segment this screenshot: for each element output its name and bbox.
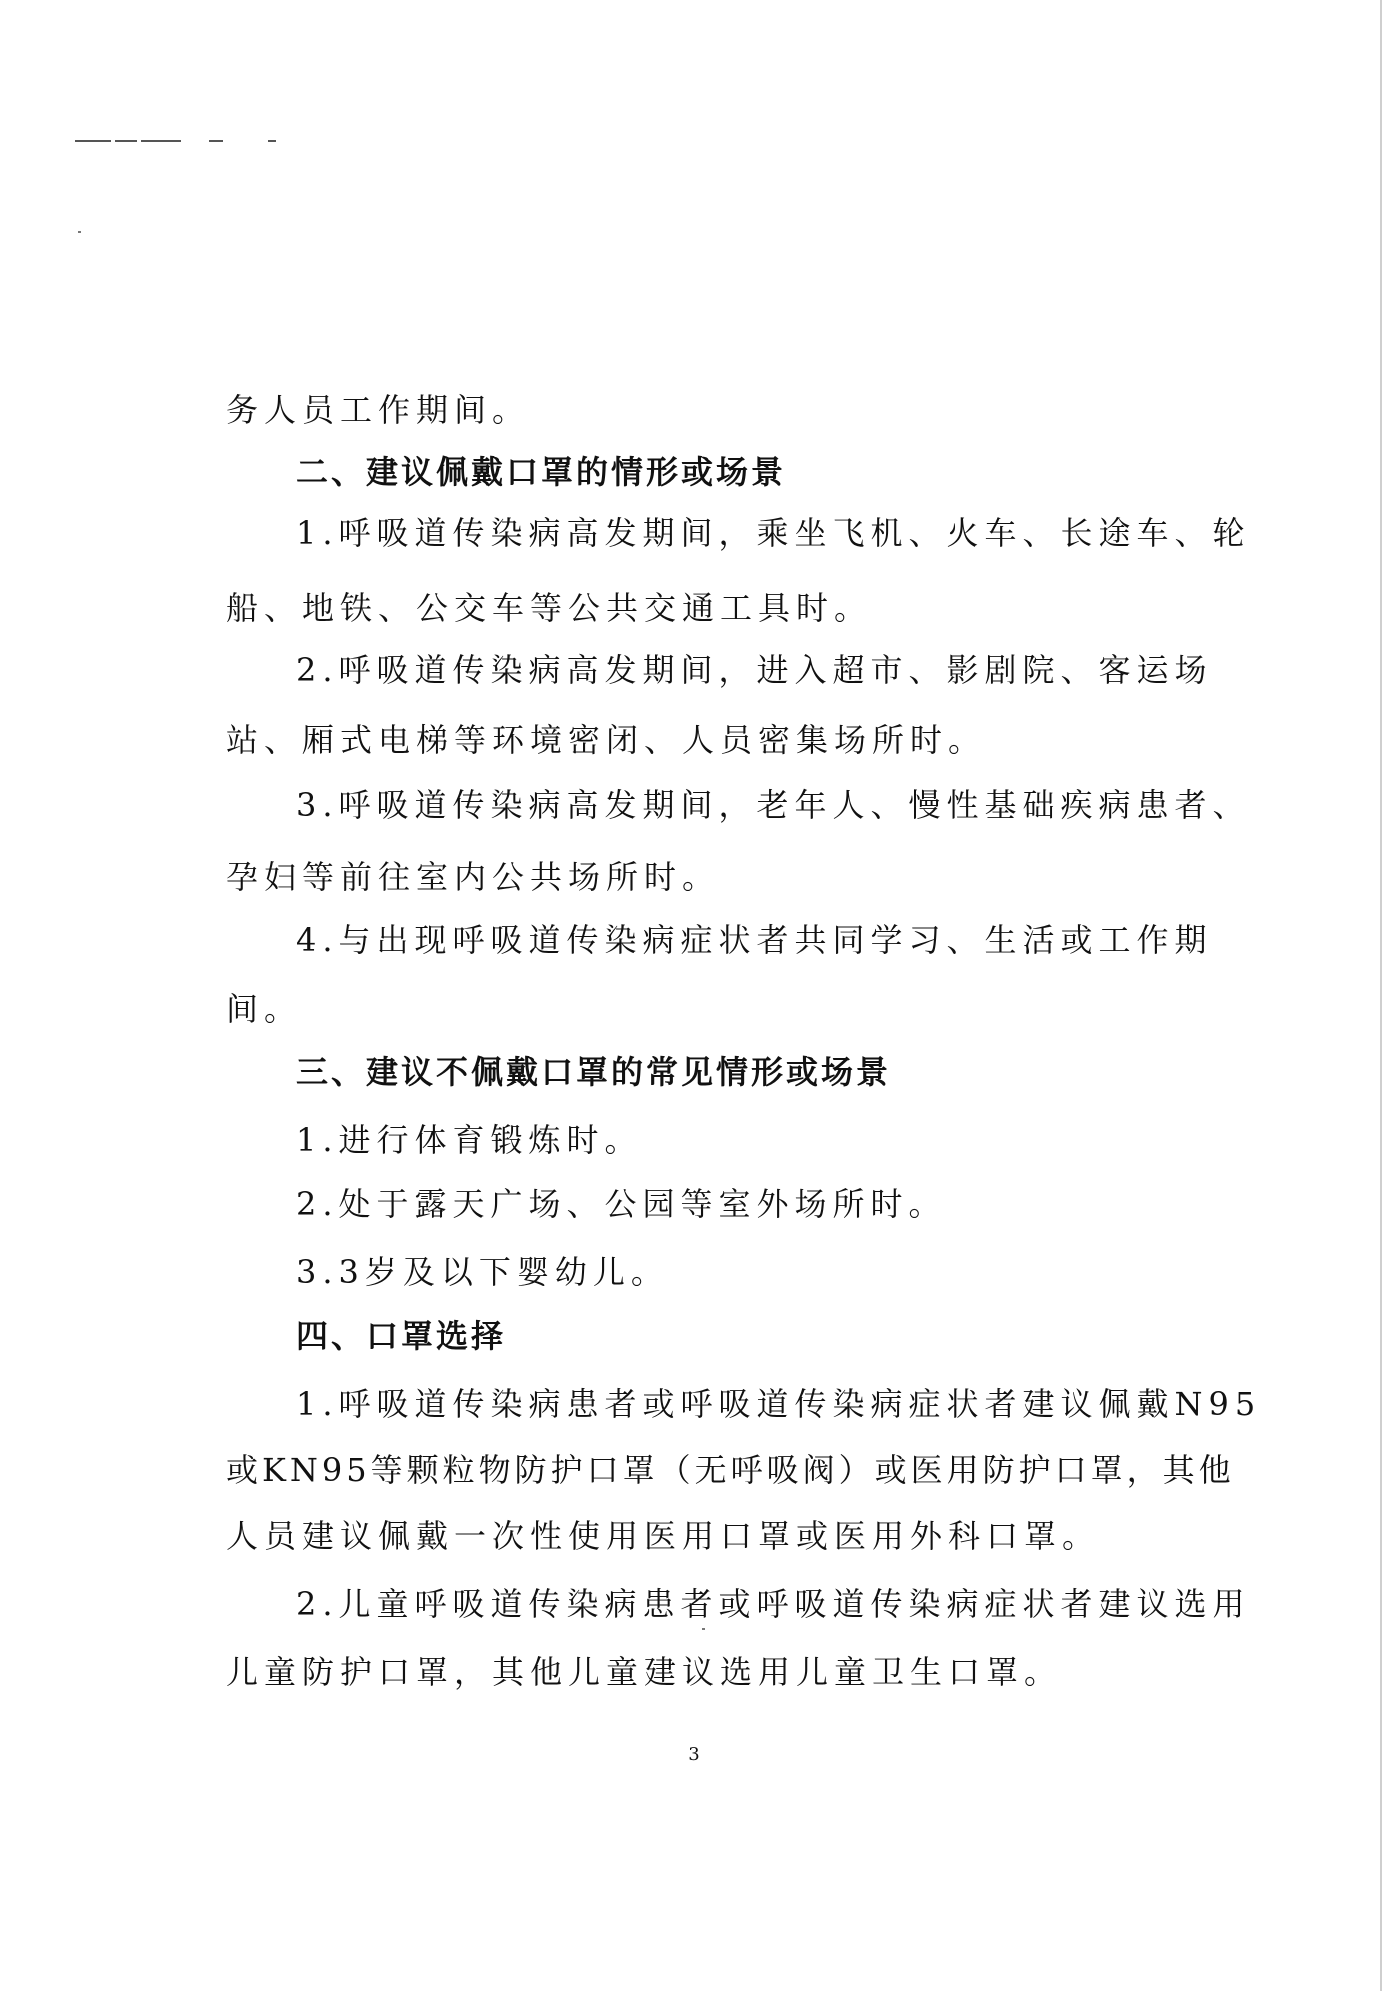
body-line: 4.与出现呼吸道传染病症状者共同学习、生活或工作期 bbox=[296, 921, 1213, 959]
body-line: 站、厢式电梯等环境密闭、人员密集场所时。 bbox=[226, 721, 987, 759]
body-line: 儿童防护口罩，其他儿童建议选用儿童卫生口罩。 bbox=[226, 1653, 1063, 1691]
body-line: 1.呼吸道传染病高发期间，乘坐飞机、火车、长途车、轮 bbox=[296, 514, 1251, 552]
section-heading: 四、口罩选择 bbox=[296, 1317, 507, 1355]
body-line: 3.呼吸道传染病高发期间，老年人、慢性基础疾病患者、 bbox=[296, 786, 1251, 824]
body-line: 人员建议佩戴一次性使用医用口罩或医用外科口罩。 bbox=[226, 1517, 1101, 1555]
body-line: 1.进行体育锻炼时。 bbox=[296, 1121, 643, 1159]
body-line: 务人员工作期间。 bbox=[226, 391, 531, 429]
body-line: 2.儿童呼吸道传染病患者或呼吸道传染病症状者建议选用 bbox=[296, 1585, 1251, 1623]
scan-edge bbox=[1380, 0, 1382, 1991]
body-line: 船、地铁、公交车等公共交通工具时。 bbox=[226, 589, 873, 627]
body-line: 1.呼吸道传染病患者或呼吸道传染病症状者建议佩戴N95 bbox=[296, 1385, 1262, 1423]
scan-dot bbox=[702, 1628, 705, 1630]
body-line: 2.呼吸道传染病高发期间，进入超市、影剧院、客运场 bbox=[296, 651, 1213, 689]
body-line: 孕妇等前往室内公共场所时。 bbox=[226, 858, 721, 896]
body-line: 3.3岁及以下婴幼儿。 bbox=[296, 1253, 669, 1291]
scan-dot bbox=[78, 231, 81, 233]
section-heading: 三、建议不佩戴口罩的常见情形或场景 bbox=[296, 1053, 892, 1091]
body-line: 或KN95等颗粒物防护口罩（无呼吸阀）或医用防护口罩，其他 bbox=[226, 1451, 1235, 1489]
page-number: 3 bbox=[688, 1744, 700, 1765]
body-line: 间。 bbox=[226, 990, 303, 1028]
body-line: 2.处于露天广场、公园等室外场所时。 bbox=[296, 1185, 947, 1223]
section-heading: 二、建议佩戴口罩的情形或场景 bbox=[296, 453, 787, 491]
